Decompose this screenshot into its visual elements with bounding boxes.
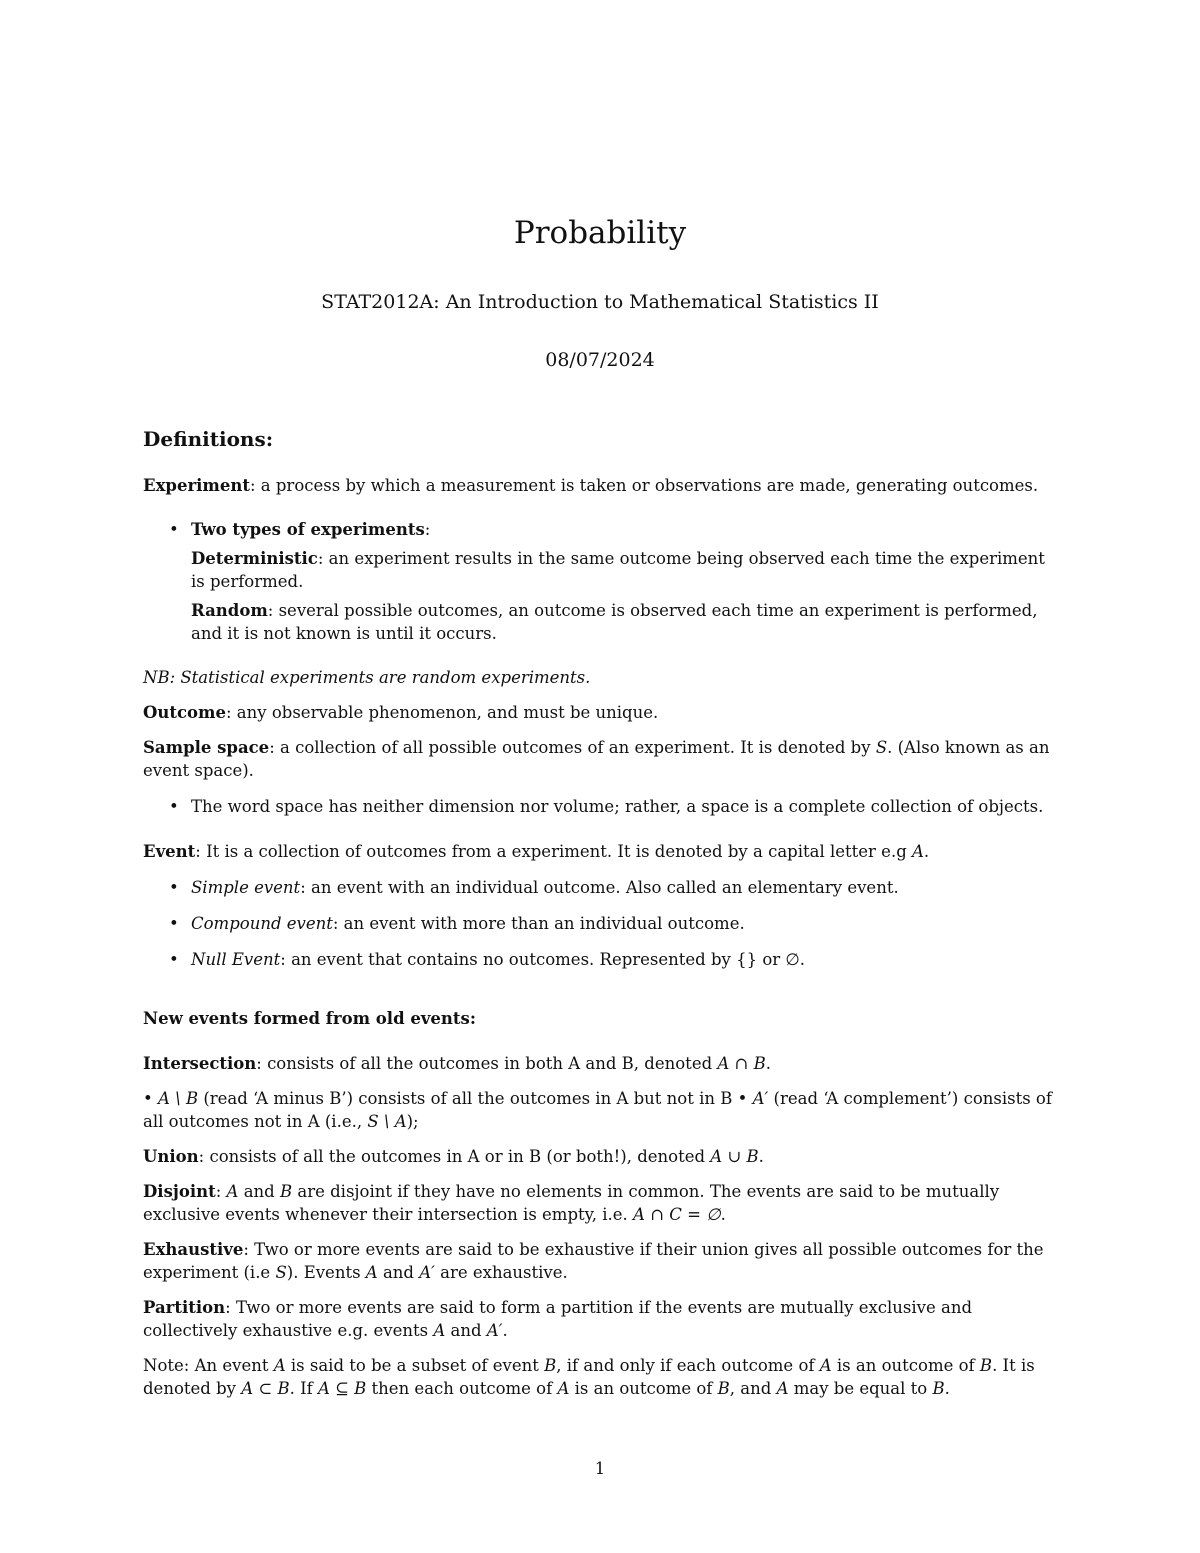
definitions-heading: Definitions: <box>143 427 274 451</box>
document-body <box>143 426 1061 1400</box>
experiment-definition: Experiment: a process by which a measurement is taken or observations are made, generating outcomes. <box>143 476 1039 495</box>
document-subtitle: STAT2012A: An Introduction to Mathematical Statistics II <box>321 291 879 313</box>
page-number: 1 <box>594 1459 606 1478</box>
list-item: • Two types of experiments: <box>169 520 431 539</box>
nb-note: NB: Statistical experiments are random experiments. <box>143 668 591 687</box>
random-definition: Random: several possible outcomes, an outcome is observed each time an experiment is performed, and it is not known is until it occurs. <box>191 601 1038 643</box>
bullet-glyph: • <box>169 950 179 969</box>
list-item: • Compound event: an event with more than an individual outcome. <box>169 914 745 933</box>
outcome-definition: Outcome: any observable phenomenon, and must be unique. <box>143 703 659 722</box>
list-item: • Simple event: an event with an individual outcome. Also called an elementary event. <box>169 878 899 897</box>
event-definition: Event: It is a collection of outcomes from a experiment. It is denoted by a capital letter e.g A. <box>143 842 930 861</box>
disjoint-definition: Disjoint: A and B are disjoint if they have no elements in common. The events are said to be mutually exclusive events whenever their intersection is empty, i.e. A ∩ C = ∅. <box>143 1182 1000 1224</box>
document-title: Probability <box>513 215 687 251</box>
experiment-types-list <box>143 518 1061 541</box>
minus-complement-line: • A \ B (read ‘A minus B’) consists of all the outcomes in A but not in B • A′ (read ‘A complement’) consists of all outcomes not in A (i.e., S \ A); <box>143 1089 1052 1131</box>
document-date: 08/07/2024 <box>545 349 655 371</box>
bullet-glyph: • <box>169 520 179 539</box>
event-types-list <box>143 876 1061 971</box>
new-events-heading: New events formed from old events: <box>143 1009 476 1028</box>
partition-definition: Partition: Two or more events are said to form a partition if the events are mutually exclusive and collectively exhaustive e.g. events A and A′. <box>143 1298 973 1340</box>
sample-space-list <box>143 795 1061 818</box>
bullet-glyph: • <box>169 797 179 816</box>
experiment-term: Experiment <box>143 476 250 495</box>
bullet-glyph: • <box>169 878 179 897</box>
intersection-definition: Intersection: consists of all the outcomes in both A and B, denoted A ∩ B. <box>143 1054 771 1073</box>
list-item: • The word space has neither dimension nor volume; rather, a space is a complete collection of objects. <box>169 797 1044 816</box>
subset-note: Note: An event A is said to be a subset of event B, if and only if each outcome of A is an outcome of B. It is denoted by A ⊂ B. If A ⊆ B then each outcome of A is an outcome of B, and A may be equal to B. <box>143 1356 1035 1398</box>
list-item: • Null Event: an event that contains no outcomes. Represented by {} or ∅. <box>169 950 806 969</box>
deterministic-definition: Deterministic: an experiment results in the same outcome being observed each time the experiment is performed. <box>191 549 1045 591</box>
bullet-glyph: • <box>169 914 179 933</box>
union-definition: Union: consists of all the outcomes in A or in B (or both!), denoted A ∪ B. <box>143 1147 764 1166</box>
exhaustive-definition: Exhaustive: Two or more events are said to be exhaustive if their union gives all possible outcomes for the experiment (i.e S). Events A and A′ are exhaustive. <box>143 1240 1044 1282</box>
sample-space-definition: Sample space: a collection of all possible outcomes of an experiment. It is denoted by S. (Also known as an event space). <box>143 738 1050 780</box>
